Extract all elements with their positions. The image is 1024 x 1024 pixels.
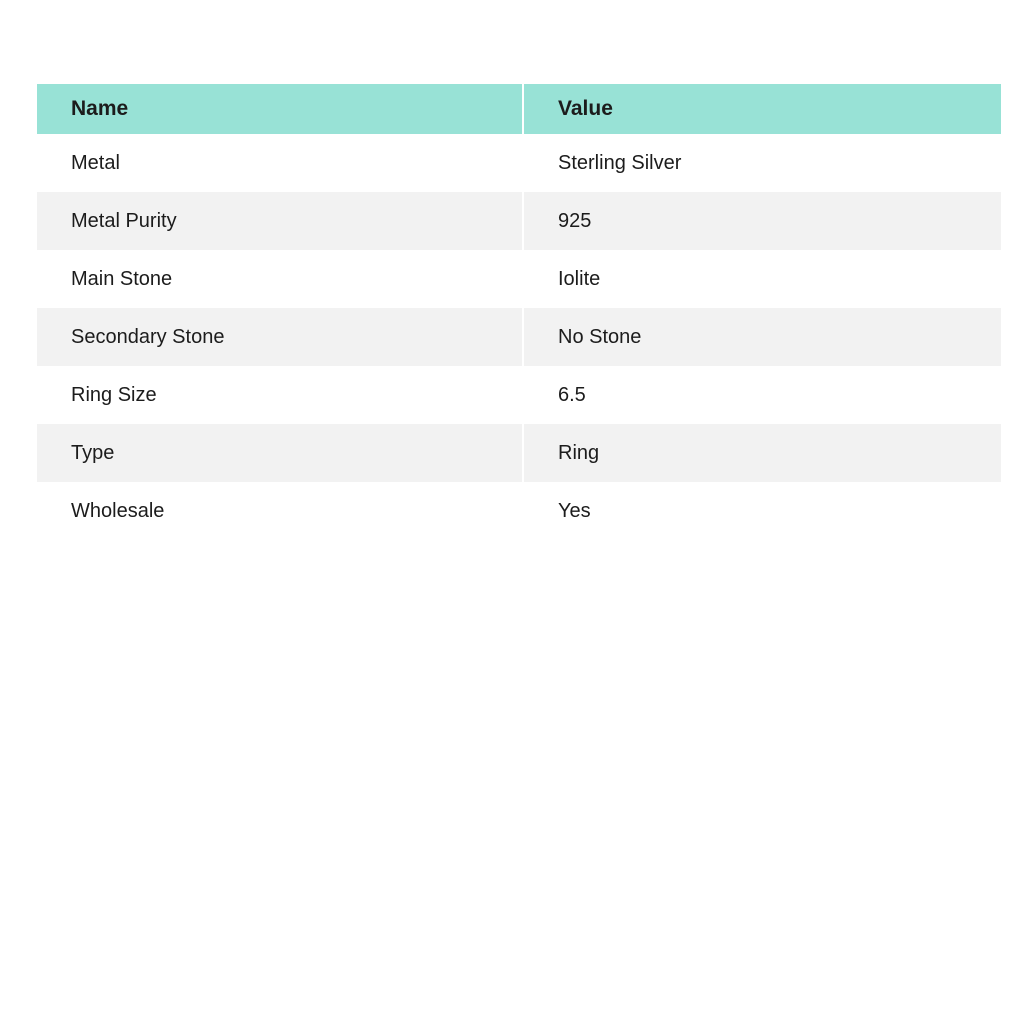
row-value-cell: No Stone [523,308,1001,366]
table-row [37,308,1001,366]
row-name-cell: Metal Purity [37,192,523,250]
table-header-row [37,84,1001,134]
table-row [37,482,1001,540]
row-name-cell: Type [37,424,523,482]
row-name-cell: Main Stone [37,250,523,308]
row-value-cell: 925 [523,192,1001,250]
row-value-cell: Sterling Silver [523,134,1001,192]
row-name-cell: Ring Size [37,366,523,424]
header-cell-name: Name [37,84,523,134]
row-name-cell: Metal [37,134,523,192]
header-cell-value: Value [523,84,1001,134]
row-value-cell: Iolite [523,250,1001,308]
row-value-cell: 6.5 [523,366,1001,424]
row-name-cell: Secondary Stone [37,308,523,366]
row-value-cell: Ring [523,424,1001,482]
table-row [37,424,1001,482]
row-name-cell: Wholesale [37,482,523,540]
table-row [37,250,1001,308]
table-row [37,192,1001,250]
row-value-cell: Yes [523,482,1001,540]
table-row [37,366,1001,424]
table-row [37,134,1001,192]
product-spec-table [37,84,1001,540]
